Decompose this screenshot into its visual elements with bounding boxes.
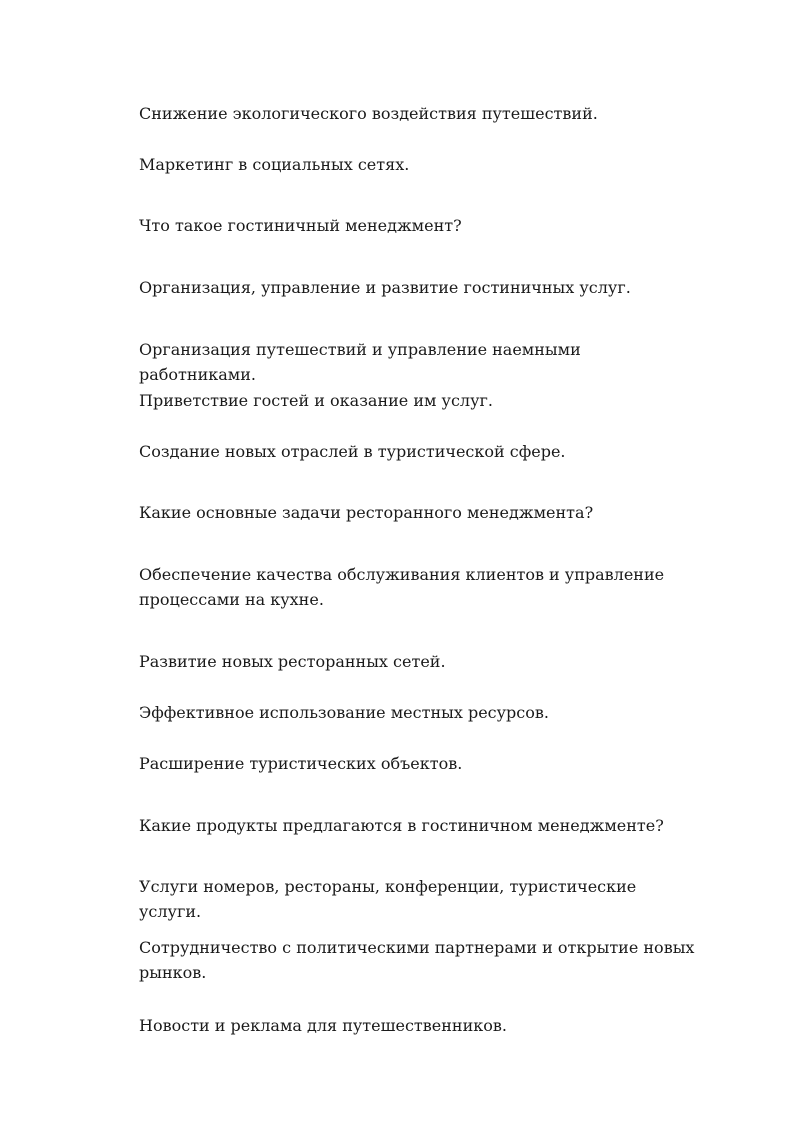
answer-option: Новости и реклама для путешественников.: [139, 1016, 507, 1035]
question-text: Какие продукты предлагаются в гостиничном менеджменте?: [139, 816, 664, 835]
answer-option: Приветствие гостей и оказание им услуг.: [139, 391, 493, 410]
answer-option: Организация путешествий и управление наемными работниками.: [139, 340, 581, 384]
question-text: Что такое гостиничный менеджмент?: [139, 216, 462, 235]
answer-option: Маркетинг в социальных сетях.: [139, 155, 410, 174]
answer-option: Развитие новых ресторанных сетей.: [139, 652, 446, 671]
answer-option: Сотрудничество с политическими партнерами и открытие новых рынков.: [139, 938, 695, 982]
answer-option: Услуги номеров, рестораны, конференции, туристические услуги.: [139, 877, 637, 921]
answer-option: Создание новых отраслей в туристической сфере.: [139, 442, 566, 461]
answer-option: Обеспечение качества обслуживания клиентов и управление процессами на кухне.: [139, 565, 665, 609]
question-text: Какие основные задачи ресторанного менеджмента?: [139, 503, 594, 522]
answer-option: Снижение экологического воздействия путешествий.: [139, 104, 598, 123]
answer-option: Расширение туристических объектов.: [139, 754, 463, 773]
answer-option: Организация, управление и развитие гостиничных услуг.: [139, 278, 631, 297]
answer-option: Эффективное использование местных ресурсов.: [139, 703, 549, 722]
